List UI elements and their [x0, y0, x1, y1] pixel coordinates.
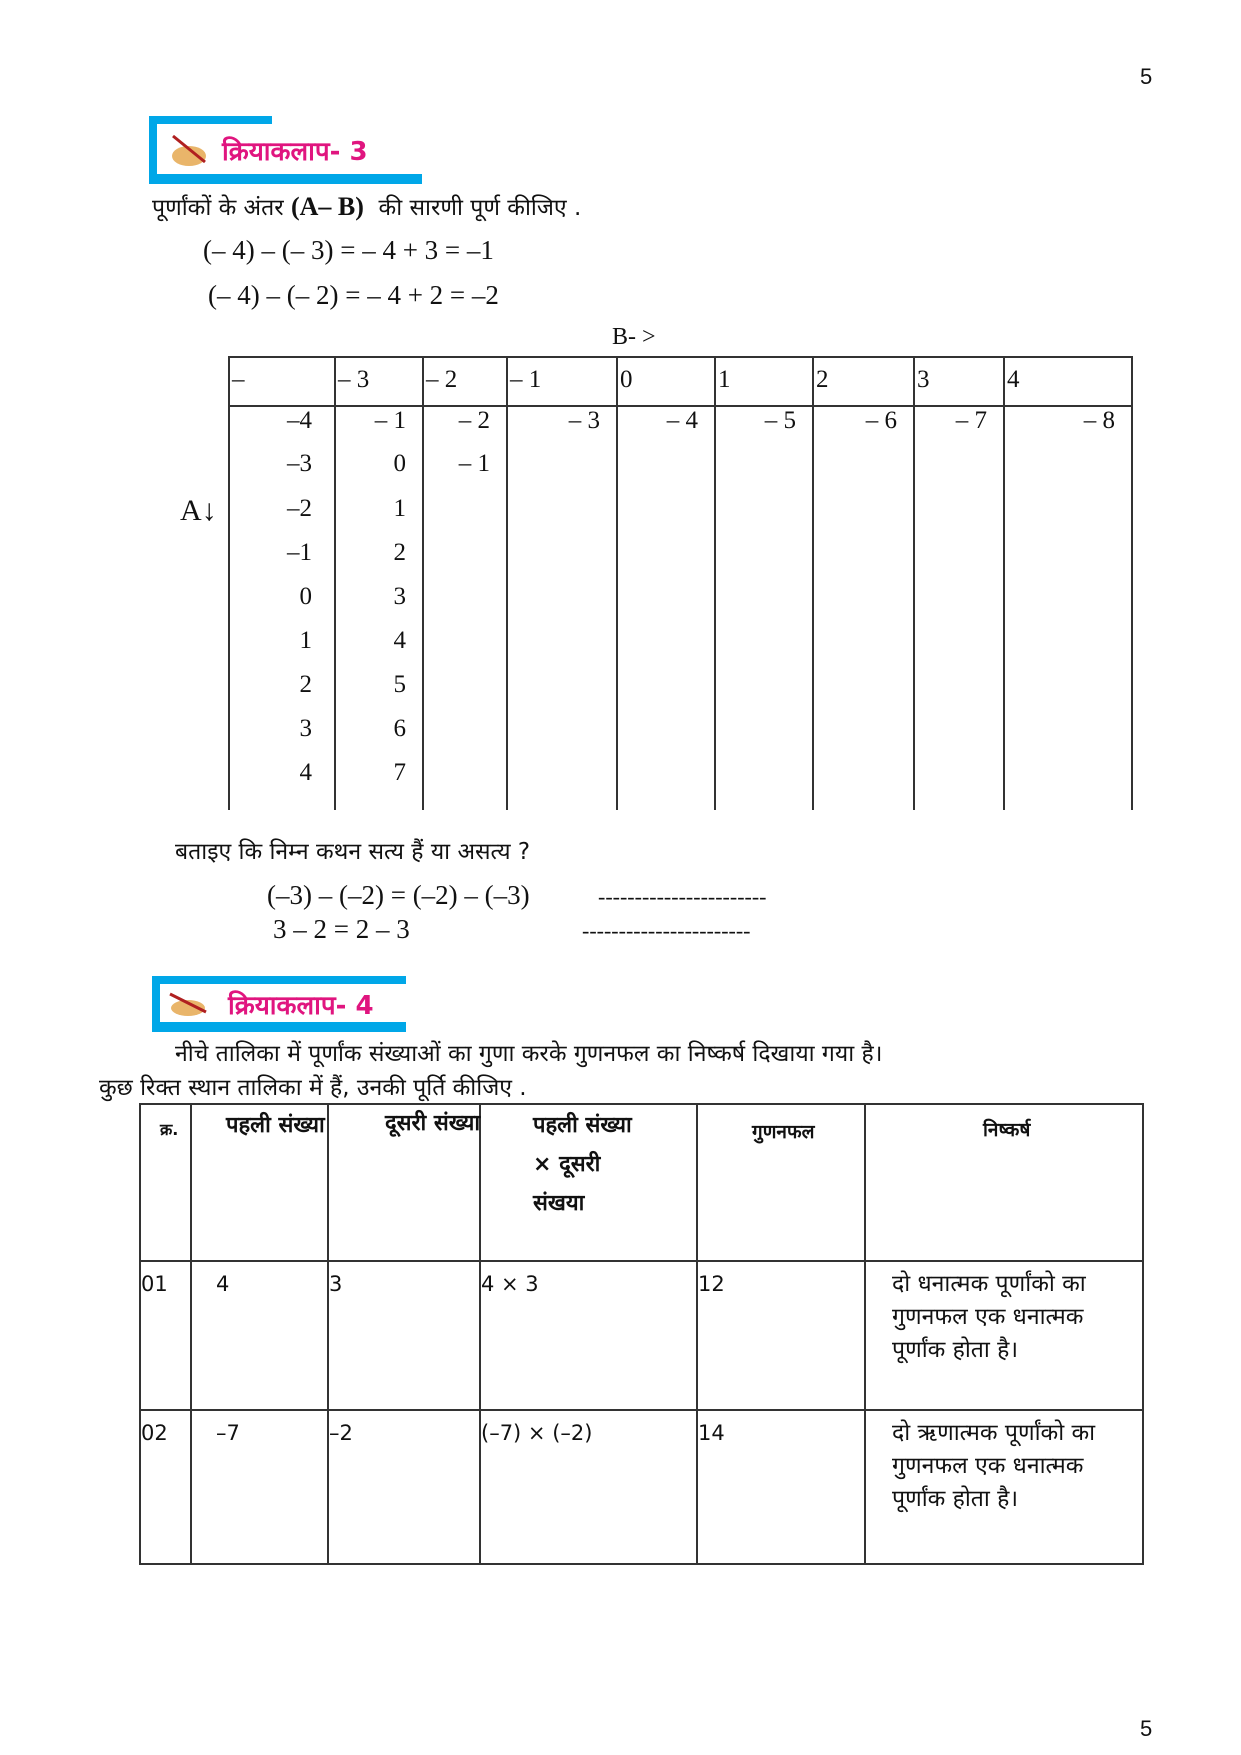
empty-answer-cell[interactable] — [913, 448, 1003, 488]
empty-answer-cell[interactable] — [714, 669, 812, 709]
row-header-a: 3 — [299, 715, 312, 742]
empty-answer-cell[interactable] — [422, 669, 506, 709]
column-header-b: 0 — [620, 366, 633, 393]
empty-answer-cell[interactable] — [812, 713, 913, 753]
empty-answer-cell[interactable] — [1003, 537, 1131, 577]
table-cell: 12 — [698, 1272, 725, 1296]
empty-answer-cell[interactable] — [714, 625, 812, 665]
statement-1: (–3) – (–2) = (–2) – (–3) — [267, 880, 530, 910]
difference-cell: 3 — [393, 583, 406, 610]
hand-writing-icon — [166, 988, 210, 1018]
column-header-b: 4 — [1007, 366, 1020, 393]
table-cell: 01 — [141, 1272, 168, 1296]
empty-answer-cell[interactable] — [422, 493, 506, 533]
column-header: क्र. — [160, 1120, 179, 1139]
empty-answer-cell[interactable] — [812, 493, 913, 533]
empty-answer-cell[interactable] — [1003, 493, 1131, 533]
empty-answer-cell[interactable] — [422, 625, 506, 665]
empty-answer-cell[interactable] — [1003, 757, 1131, 797]
column-header: गुणनफल — [752, 1121, 815, 1143]
empty-answer-cell[interactable] — [616, 713, 714, 753]
instruction-text-end: की सारणी पूर्ण कीजिए . — [378, 195, 582, 221]
empty-answer-cell[interactable] — [812, 757, 913, 797]
column-header: पहली संख्या × दूसरी संखया — [533, 1113, 632, 1216]
empty-answer-cell[interactable] — [913, 669, 1003, 709]
column-header-b: 3 — [917, 366, 930, 393]
difference-cell: 5 — [393, 671, 406, 698]
a-axis-label: A↓ — [180, 494, 217, 527]
activity4-paragraph-line1: नीचे तालिका में पूर्णांक संख्याओं का गुणा करके गुणनफल का निष्कर्ष दिखाया गया है। — [175, 1041, 883, 1067]
column-header: दूसरी संख्या — [385, 1111, 481, 1136]
table-row-line — [139, 1260, 1144, 1262]
column-header: पहली संख्या — [226, 1113, 325, 1138]
table-column-line — [190, 1103, 192, 1565]
empty-answer-cell[interactable] — [616, 537, 714, 577]
empty-answer-cell[interactable] — [422, 757, 506, 797]
empty-answer-cell[interactable] — [812, 537, 913, 577]
answer-blank-1[interactable]: ----------------------- — [598, 884, 767, 909]
empty-answer-cell[interactable] — [506, 669, 616, 709]
difference-cell: 0 — [393, 450, 406, 477]
table-cell: 14 — [698, 1421, 725, 1445]
column-header: निष्कर्ष — [983, 1119, 1031, 1141]
empty-answer-cell[interactable] — [913, 493, 1003, 533]
empty-answer-cell[interactable] — [1003, 625, 1131, 665]
example-equation-1: (– 4) – (– 3) = – 4 + 3 = –1 — [203, 235, 494, 265]
empty-answer-cell[interactable] — [714, 581, 812, 621]
difference-cell: – 2 — [458, 407, 490, 434]
empty-answer-cell[interactable] — [714, 537, 812, 577]
hand-writing-icon — [167, 132, 211, 168]
empty-answer-cell[interactable] — [714, 757, 812, 797]
table-column-line — [864, 1103, 866, 1565]
table-cell: 02 — [141, 1421, 168, 1445]
empty-answer-cell[interactable] — [913, 757, 1003, 797]
difference-cell: 4 — [393, 627, 406, 654]
conclusion-cell: दो ऋणात्मक पूर्णांको का गुणनफल एक धनात्मक पूर्णांक होता है। — [892, 1420, 1096, 1512]
empty-answer-cell[interactable] — [714, 493, 812, 533]
empty-answer-cell[interactable] — [616, 581, 714, 621]
table-cell: 4 × 3 — [481, 1272, 539, 1296]
difference-cell: – 4 — [666, 407, 698, 434]
table-cell: –7 — [216, 1421, 240, 1445]
difference-cell: – 1 — [374, 407, 406, 434]
difference-cell: 7 — [393, 759, 406, 786]
page-number-bottom: 5 — [1140, 1716, 1153, 1741]
empty-answer-cell[interactable] — [506, 713, 616, 753]
difference-cell: – 5 — [764, 407, 796, 434]
activity4-header-box — [152, 976, 406, 1032]
table-cell: (–7) × (–2) — [481, 1421, 593, 1445]
difference-cell: 6 — [393, 715, 406, 742]
empty-answer-cell[interactable] — [714, 713, 812, 753]
activity3-header-box — [149, 116, 422, 184]
table-column-line — [1131, 356, 1133, 810]
b-axis-label: B- > — [612, 324, 656, 350]
column-header-b: – 1 — [510, 366, 542, 393]
empty-answer-cell[interactable] — [506, 625, 616, 665]
activity4-paragraph-line2: कुछ रिक्त स्थान तालिका में हैं, उनकी पूर्ति कीजिए . — [99, 1075, 527, 1101]
empty-answer-cell[interactable] — [913, 713, 1003, 753]
empty-answer-cell[interactable] — [913, 537, 1003, 577]
empty-answer-cell[interactable] — [616, 625, 714, 665]
difference-cell: 1 — [393, 495, 406, 522]
statement-2: 3 – 2 = 2 – 3 — [273, 914, 410, 944]
empty-answer-cell[interactable] — [506, 757, 616, 797]
empty-answer-cell[interactable] — [422, 537, 506, 577]
column-header-b: – 2 — [426, 366, 458, 393]
empty-answer-cell[interactable] — [616, 669, 714, 709]
activity3-instruction — [152, 190, 581, 222]
empty-answer-cell[interactable] — [913, 581, 1003, 621]
empty-answer-cell[interactable] — [506, 581, 616, 621]
table-column-line — [139, 1103, 141, 1565]
empty-answer-cell[interactable] — [506, 537, 616, 577]
difference-cell: 2 — [393, 539, 406, 566]
column-header-b: – 3 — [338, 366, 370, 393]
instruction-bold: (A– B) — [290, 192, 364, 221]
empty-answer-cell[interactable] — [616, 493, 714, 533]
row-header-a: 1 — [299, 627, 312, 654]
empty-answer-cell[interactable] — [714, 448, 812, 488]
empty-answer-cell[interactable] — [812, 625, 913, 665]
empty-answer-cell[interactable] — [506, 493, 616, 533]
table-cell: –2 — [329, 1421, 353, 1445]
activity4-title: क्रियाकलाप- 4 — [228, 991, 374, 1021]
empty-answer-cell[interactable] — [1003, 448, 1131, 488]
row-header-a: –1 — [287, 539, 312, 566]
table-row-line — [139, 1563, 1144, 1565]
empty-answer-cell[interactable] — [913, 625, 1003, 665]
empty-answer-cell[interactable] — [422, 713, 506, 753]
difference-cell: – 8 — [1083, 407, 1115, 434]
activity3-title: क्रियाकलाप- 3 — [222, 137, 368, 167]
row-header-a: –4 — [287, 407, 312, 434]
empty-answer-cell[interactable] — [506, 448, 616, 488]
difference-cell: – 1 — [458, 450, 490, 477]
difference-cell: – 6 — [865, 407, 897, 434]
empty-answer-cell[interactable] — [812, 581, 913, 621]
true-false-question: बताइए कि निम्न कथन सत्य हैं या असत्य ? — [175, 839, 531, 865]
column-header-b: 1 — [718, 366, 731, 393]
empty-answer-cell[interactable] — [422, 581, 506, 621]
instruction-text: पूर्णांकों के अंतर — [152, 195, 284, 221]
example-equation-2: (– 4) – (– 2) = – 4 + 2 = –2 — [208, 280, 499, 310]
table-corner: – — [232, 366, 245, 393]
empty-answer-cell[interactable] — [616, 757, 714, 797]
table-border-top — [228, 356, 1131, 358]
table-column-line — [479, 1103, 481, 1565]
table-column-line — [1142, 1103, 1144, 1565]
empty-answer-cell[interactable] — [1003, 581, 1131, 621]
table-column-line — [696, 1103, 698, 1565]
row-header-a: 2 — [299, 671, 312, 698]
table-column-line — [327, 1103, 329, 1565]
column-header-b: 2 — [816, 366, 829, 393]
difference-cell: – 3 — [568, 407, 600, 434]
difference-cell: – 7 — [955, 407, 987, 434]
conclusion-cell: दो धनात्मक पूर्णांको का गुणनफल एक धनात्मक पूर्णांक होता है। — [892, 1271, 1086, 1363]
table-row-line — [139, 1409, 1144, 1411]
row-header-a: 4 — [299, 759, 312, 786]
row-header-a: –3 — [287, 450, 312, 477]
empty-answer-cell[interactable] — [616, 448, 714, 488]
table-cell: 4 — [216, 1272, 230, 1296]
table-row-line — [139, 1103, 1144, 1105]
page-number-top: 5 — [1140, 64, 1153, 89]
answer-blank-2[interactable]: ----------------------- — [582, 918, 751, 943]
row-header-a: 0 — [299, 583, 312, 610]
row-header-a: –2 — [287, 495, 312, 522]
empty-answer-cell[interactable] — [1003, 713, 1131, 753]
table-cell: 3 — [329, 1272, 343, 1296]
empty-answer-cell[interactable] — [812, 448, 913, 488]
empty-answer-cell[interactable] — [812, 669, 913, 709]
empty-answer-cell[interactable] — [1003, 669, 1131, 709]
